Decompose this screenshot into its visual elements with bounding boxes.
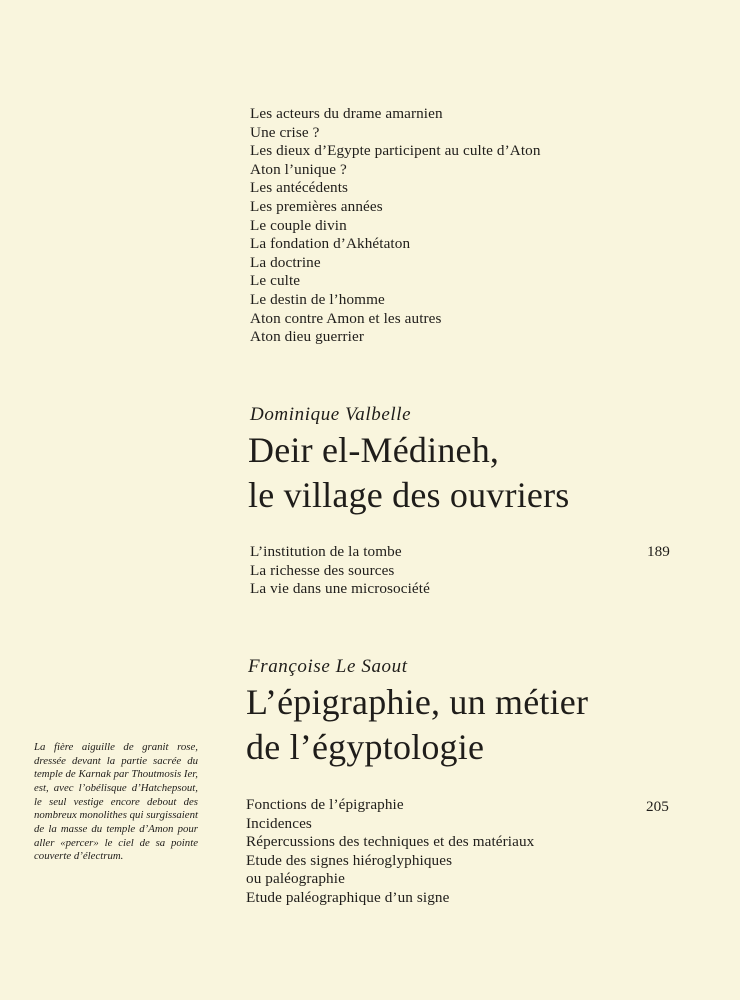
- toc-section-lesaout: [246, 796, 534, 908]
- toc-entry: La vie dans une microsociété: [250, 580, 430, 598]
- toc-entry: Etude des signes hiéroglyphiques: [246, 851, 453, 869]
- toc-entry: Fonctions de l’épigraphie: [246, 796, 404, 813]
- chapter-title-line: le village des ouvriers: [248, 475, 570, 515]
- toc-entry: Le destin de l’homme: [250, 290, 385, 308]
- toc-entry: Incidences: [246, 814, 312, 832]
- page-number-lesaout: 205: [646, 798, 669, 815]
- toc-entry: Le couple divin: [250, 216, 347, 234]
- toc-section-valbelle: [250, 543, 430, 599]
- image-caption: La fière aiguille de granit rose, dressée devant la partie sacrée du temple de Karnak par Thoutmosis Ier, est, avec l’obélisque d’Hatchepsout, le seul vestige encore debout des nombreux monolithes qui surgissaient de la masse du temple d’Amon pour aller «percer» le ciel de sa pointe couverte d’électrum.: [34, 741, 198, 863]
- toc-list-valbelle: [250, 543, 430, 599]
- toc-section-top: [250, 105, 541, 347]
- chapter-author-lesaout: Françoise Le Saout: [248, 656, 408, 677]
- toc-entry: Aton l’unique ?: [250, 160, 347, 178]
- toc-entry: Les acteurs du drame amarnien: [250, 105, 443, 122]
- toc-list-top: [250, 105, 541, 347]
- chapter-title-lesaout: [246, 680, 588, 770]
- page-number-valbelle: 189: [647, 543, 670, 560]
- toc-list-lesaout: [246, 796, 534, 908]
- chapter-title-line: de l’égyptologie: [246, 727, 485, 767]
- chapter-author-valbelle: Dominique Valbelle: [250, 404, 412, 425]
- toc-entry: Les antécédents: [250, 179, 349, 197]
- toc-entry: Une crise ?: [250, 123, 320, 141]
- toc-entry: Répercussions des techniques et des matériaux: [246, 833, 535, 851]
- toc-entry: ou paléographie: [246, 870, 345, 888]
- toc-entry: Etude paléographique d’un signe: [246, 888, 450, 906]
- chapter-title-valbelle: [248, 428, 570, 518]
- toc-entry: Les dieux d’Egypte participent au culte d’Aton: [250, 142, 541, 160]
- chapter-title-line: Deir el-Médineh,: [248, 430, 500, 470]
- toc-entry: Aton contre Amon et les autres: [250, 309, 442, 327]
- toc-entry: La richesse des sources: [250, 561, 395, 579]
- toc-entry: La doctrine: [250, 253, 321, 271]
- toc-entry: La fondation d’Akhétaton: [250, 235, 411, 253]
- toc-entry: Les premières années: [250, 197, 383, 215]
- chapter-title-line: L’épigraphie, un métier: [246, 682, 589, 722]
- toc-entry: L’institution de la tombe: [250, 543, 402, 560]
- toc-entry: Aton dieu guerrier: [250, 328, 364, 346]
- toc-entry: Le culte: [250, 272, 301, 290]
